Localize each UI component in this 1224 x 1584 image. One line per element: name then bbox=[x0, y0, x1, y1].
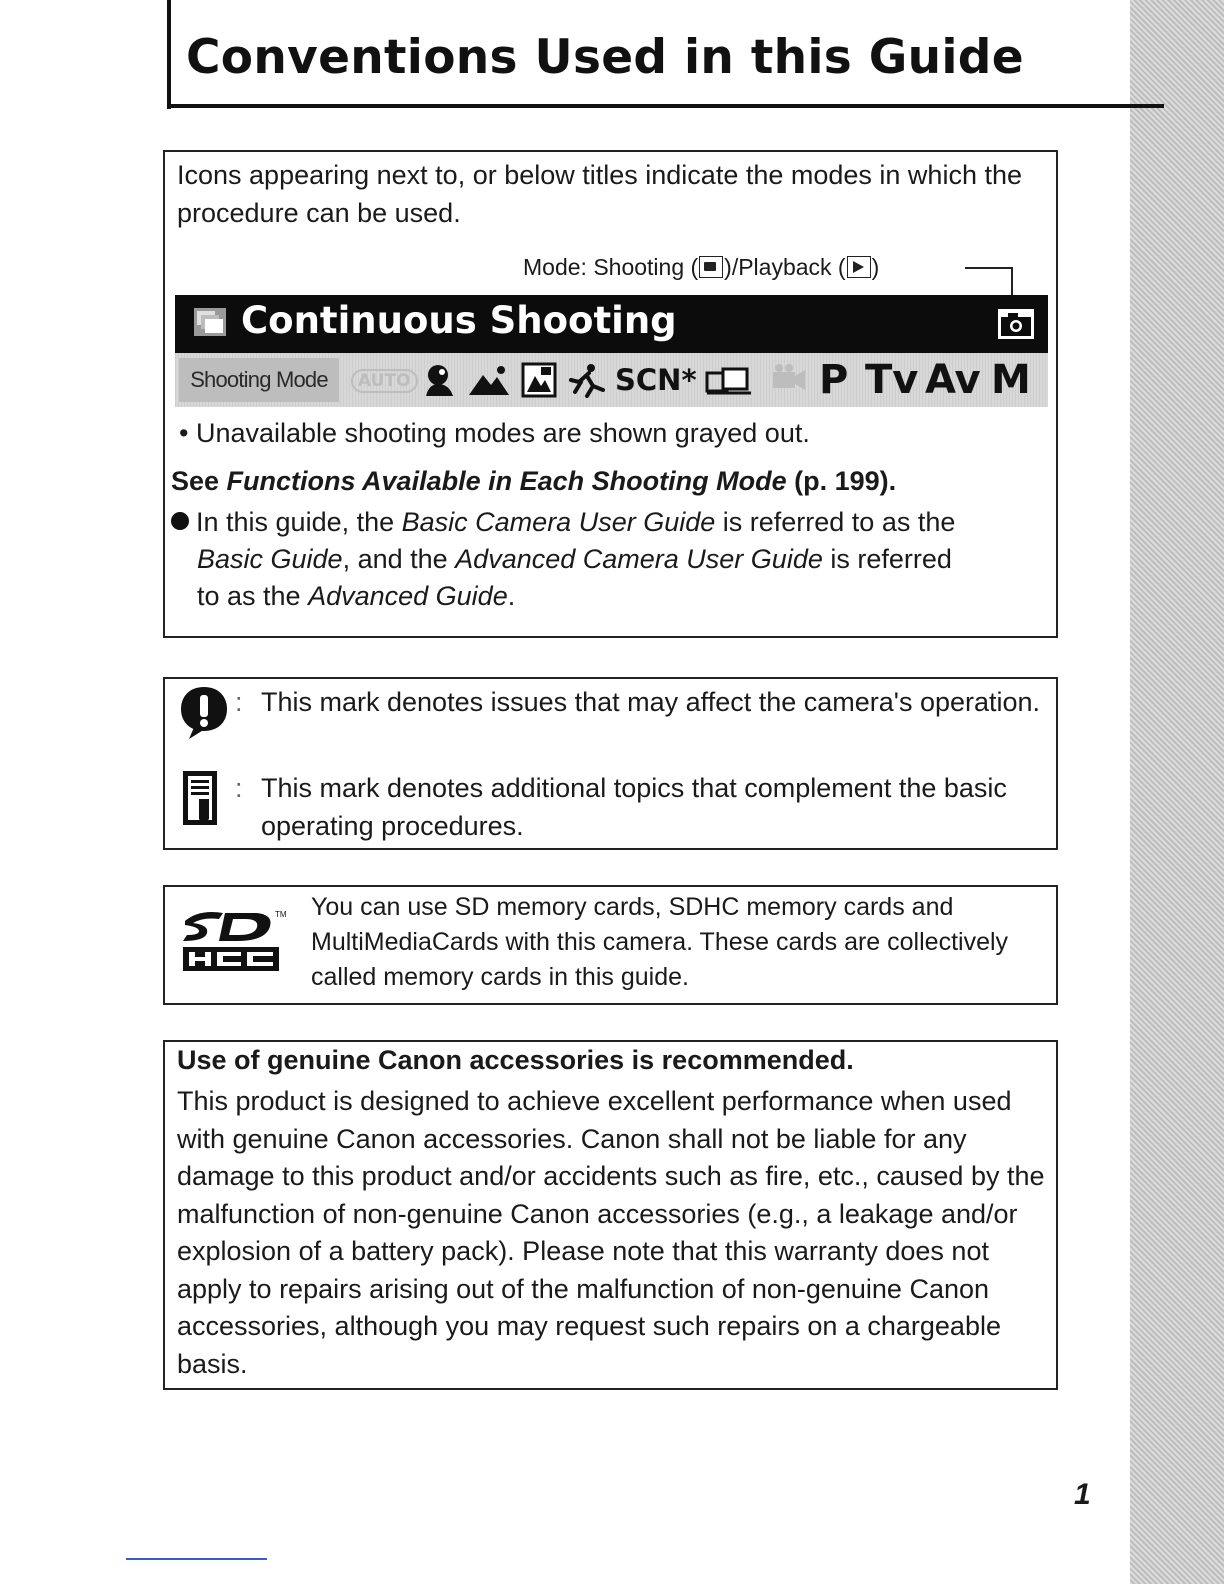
manual-mode-icon: M bbox=[991, 357, 1031, 403]
guide-note-italic-4: Advanced Guide bbox=[308, 581, 508, 611]
tv-mode-icon: Tv bbox=[865, 357, 919, 403]
see-suffix: (p. 199). bbox=[786, 466, 897, 496]
stitch-assist-icon bbox=[705, 365, 753, 395]
note-colon: : bbox=[235, 773, 243, 803]
memo-note-icon bbox=[179, 769, 229, 831]
accessories-title: Use of genuine Canon accessories is recommended. bbox=[177, 1045, 854, 1075]
guide-note-text-3: , and the bbox=[342, 544, 456, 574]
mode-icons-box bbox=[163, 150, 1058, 638]
guide-note-text-1: In this guide, the bbox=[196, 507, 402, 537]
sd-card-box bbox=[163, 885, 1058, 1005]
special-scene-icon bbox=[521, 362, 557, 398]
mode-icons-row bbox=[351, 353, 1041, 407]
callout-line-horizontal bbox=[965, 267, 1011, 269]
sports-mode-icon bbox=[567, 362, 607, 398]
marks-box bbox=[163, 677, 1058, 850]
page-number: 1 bbox=[1074, 1478, 1091, 1511]
accessories-box bbox=[163, 1040, 1058, 1390]
guide-note-line-2 bbox=[171, 541, 1041, 578]
auto-mode-icon: AUTO bbox=[351, 369, 418, 393]
see-title: Functions Available in Each Shooting Mode bbox=[226, 466, 787, 496]
shooting-camera-icon bbox=[699, 256, 723, 278]
guide-note-italic-3: Advanced Camera User Guide bbox=[455, 544, 823, 574]
sd-tm-mark: TM bbox=[275, 910, 287, 919]
grayed-note: • Unavailable shooting modes are shown grayed out. bbox=[179, 418, 810, 448]
sdhc-logo-icon bbox=[179, 901, 289, 973]
scn-mode-icon: SCN* bbox=[615, 363, 697, 397]
guide-note-italic-2: Basic Guide bbox=[197, 544, 343, 574]
footer-link-underline bbox=[126, 1558, 267, 1560]
guide-note-text-2: is referred to as the bbox=[715, 507, 956, 537]
caution-text: This mark denotes issues that may affect the camera's operation. bbox=[261, 687, 1041, 717]
program-mode-icon: P bbox=[819, 357, 849, 403]
mode-caption-suffix: ) bbox=[871, 254, 880, 280]
sd-card-text: You can use SD memory cards, SDHC memory cards and MultiMediaCards with this camera. These cards are collectively called memory cards in this guide. bbox=[311, 893, 1009, 991]
guide-note-italic-1: Basic Camera User Guide bbox=[401, 507, 716, 537]
note-text: This mark denotes additional topics that complement the basic operating procedures. bbox=[261, 773, 1007, 841]
mode-caption-prefix: Mode: Shooting ( bbox=[523, 254, 699, 280]
guide-note-text-5: to as the bbox=[197, 581, 309, 611]
mode-caption-middle: )/Playback ( bbox=[724, 254, 846, 280]
movie-mode-icon bbox=[767, 362, 807, 398]
caution-icon bbox=[179, 683, 229, 745]
av-mode-icon: Av bbox=[925, 357, 981, 403]
portrait-mode-icon bbox=[423, 362, 457, 398]
shooting-mode-label: Shooting Mode bbox=[179, 358, 339, 402]
camera-mode-icon bbox=[996, 307, 1036, 341]
bullet-dot-icon bbox=[171, 512, 189, 530]
page-edge-strip bbox=[1130, 0, 1224, 1584]
caution-colon: : bbox=[235, 687, 243, 717]
mode-caption bbox=[523, 254, 879, 281]
example-title-bar bbox=[175, 295, 1048, 353]
continuous-shooting-icon bbox=[193, 307, 227, 337]
title-rule-horizontal bbox=[167, 104, 1164, 108]
guide-note-text-4: is referred bbox=[822, 544, 952, 574]
see-also-line bbox=[171, 466, 896, 497]
see-prefix: See bbox=[171, 466, 227, 496]
guide-note-text-6: . bbox=[507, 581, 516, 611]
page-title: Conventions Used in this Guide bbox=[186, 30, 1024, 85]
guide-naming-note bbox=[171, 504, 1041, 615]
accessories-body: This product is designed to achieve excellent performance when used with genuine Canon accessories. Canon shall not be liable for any damage to this product and/or accidents such as fire, etc., caused by the malfunction of non-genuine Canon accessories (e.g., a leakage and/or explosion of a battery pack). Please note that this warranty does not apply to repairs arising out of the malfunction of non-genuine Canon accessories, although you may request such repairs on a chargeable basis. bbox=[177, 1086, 1045, 1379]
guide-note-line-3 bbox=[171, 578, 1041, 615]
landscape-mode-icon bbox=[467, 363, 511, 397]
intro-text: Icons appearing next to, or below titles indicate the modes in which the procedure can be used. bbox=[177, 160, 1022, 228]
playback-icon bbox=[847, 256, 871, 278]
example-title: Continuous Shooting bbox=[241, 299, 677, 342]
title-rule-vertical bbox=[167, 0, 171, 109]
shooting-mode-strip bbox=[175, 353, 1048, 407]
